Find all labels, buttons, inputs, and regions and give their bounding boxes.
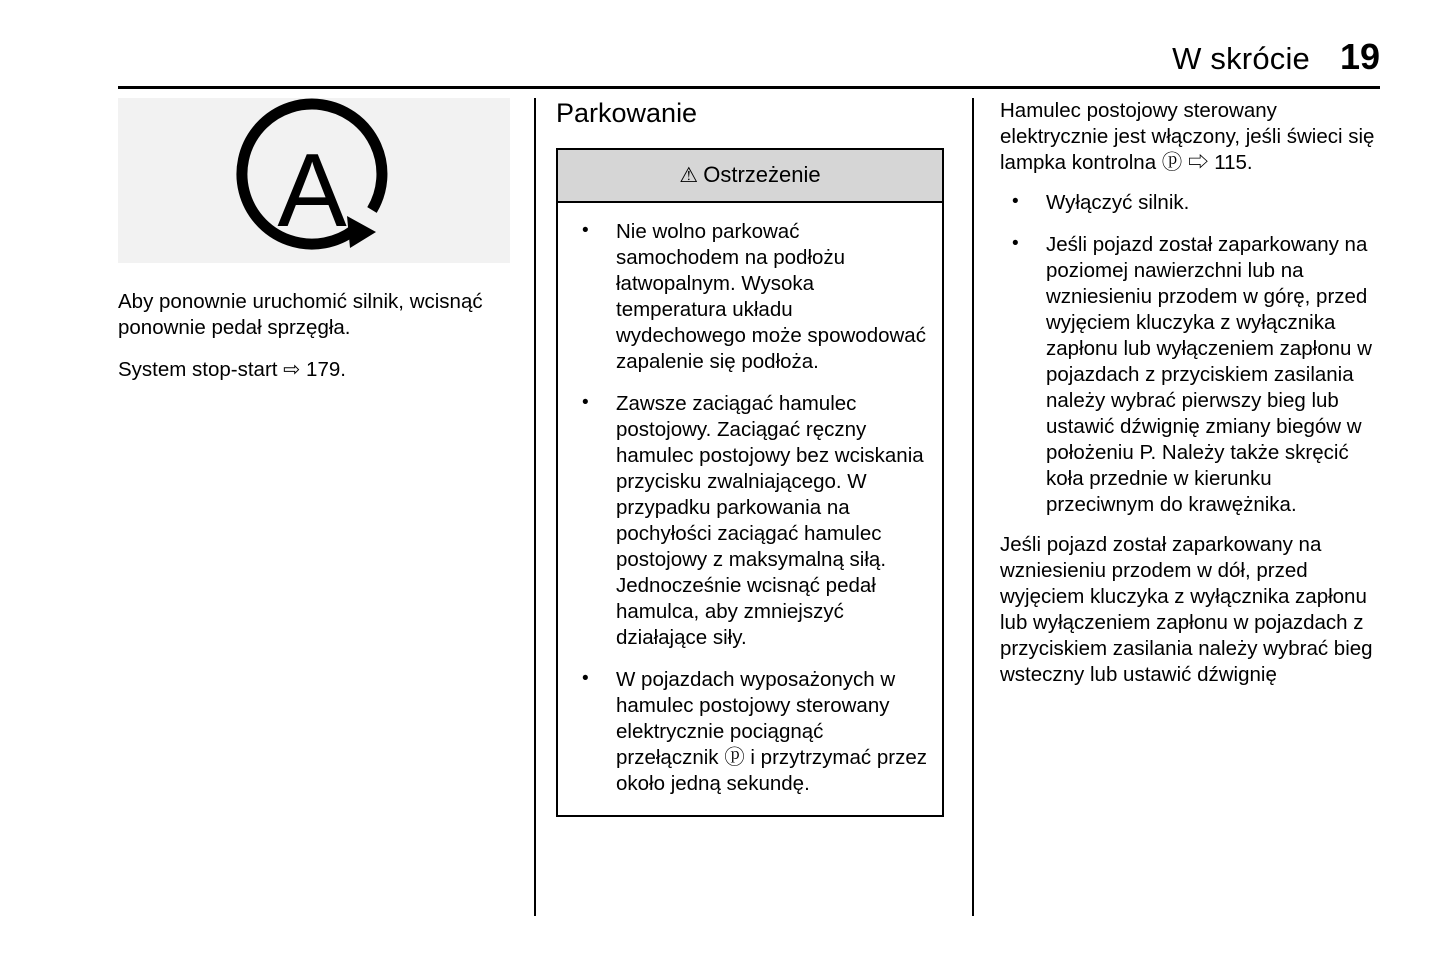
- warning-body: [558, 203, 942, 815]
- page-header: [118, 36, 1380, 78]
- auto-stop-start-A-arrow-symbol: [204, 98, 424, 263]
- restart-engine-text: Aby ponownie uruchomić silnik, wcisnąć ponownie pedał sprzęgła.: [118, 290, 483, 339]
- column-middle: [556, 98, 948, 817]
- list-item: • Zawsze zaciągać hamulec postojowy. Zaciągać ręczny hamulec postojowy bez wciskania przycisku zwalniającego. W przypadku parkowania na pochyłości zaciągać hamulec postojowy z maksymalną siłą. Jednocześnie wcisnąć pedał hamulca, aby zmniejszyć działające siły.: [568, 391, 928, 651]
- autostop-figure: [118, 98, 510, 263]
- list-item: • W pojazdach wyposażonych w hamulec postojowy sterowany elektrycznie pociągnąć przełącznik ⓟ i przytrzymać przez około jedną sekundę.: [568, 667, 928, 797]
- section-title-parking: Parkowanie: [556, 98, 698, 128]
- column-left: [118, 98, 510, 383]
- warning-list: [568, 219, 928, 797]
- svg-text:A: A: [277, 133, 347, 249]
- warning-heading-label: Ostrzeżenie: [703, 162, 821, 187]
- header-divider: [118, 86, 1380, 89]
- parking-steps-list: [1000, 190, 1380, 518]
- downhill-parking-text: Jeśli pojazd został zaparkowany na wzniesieniu przodem w dół, przed wyjęciem kluczyka z wyłącznika zapłonu lub wyłączeniem zapłonu w pojazdach z przyciskiem zasilania należy wybrać bieg wsteczny lub ustawić dźwignię: [1000, 533, 1373, 686]
- warning-triangle-icon: ⚠: [679, 162, 699, 187]
- stop-start-reference: System stop-start ⇨ 179.: [118, 358, 346, 381]
- column-divider-1: [534, 98, 536, 916]
- list-item: • Nie wolno parkować samochodem na podłożu łatwopalnym. Wysoka temperatura układu wydechowego może spowodować zapalenie się podłoża.: [568, 219, 928, 375]
- warning-box: [556, 148, 944, 817]
- list-item: • Wyłączyć silnik.: [1000, 190, 1380, 216]
- list-item: • Jeśli pojazd został zaparkowany na poziomej nawierzchni lub na wzniesieniu przodem w górę, przed wyjęciem kluczyka z wyłącznika zapłonu lub wyłączeniem zapłonu w pojazdach z przyciskiem zasilania należy wybrać pierwszy bieg lub ustawić dźwignię zmiany biegów w położeniu P. Należy także skręcić koła przednie w kierunku przeciwnym do krawężnika.: [1000, 232, 1380, 518]
- page-number: 19: [1339, 36, 1380, 77]
- warning-header: [558, 150, 942, 203]
- epb-indicator-text: Hamulec postojowy sterowany elektrycznie jest włączony, jeśli świeci się lampka kontrolna ⓟ ⇨ 115.: [1000, 99, 1375, 174]
- column-divider-2: [972, 98, 974, 916]
- page-title: W skrócie: [1172, 41, 1310, 76]
- column-right: [1000, 98, 1380, 702]
